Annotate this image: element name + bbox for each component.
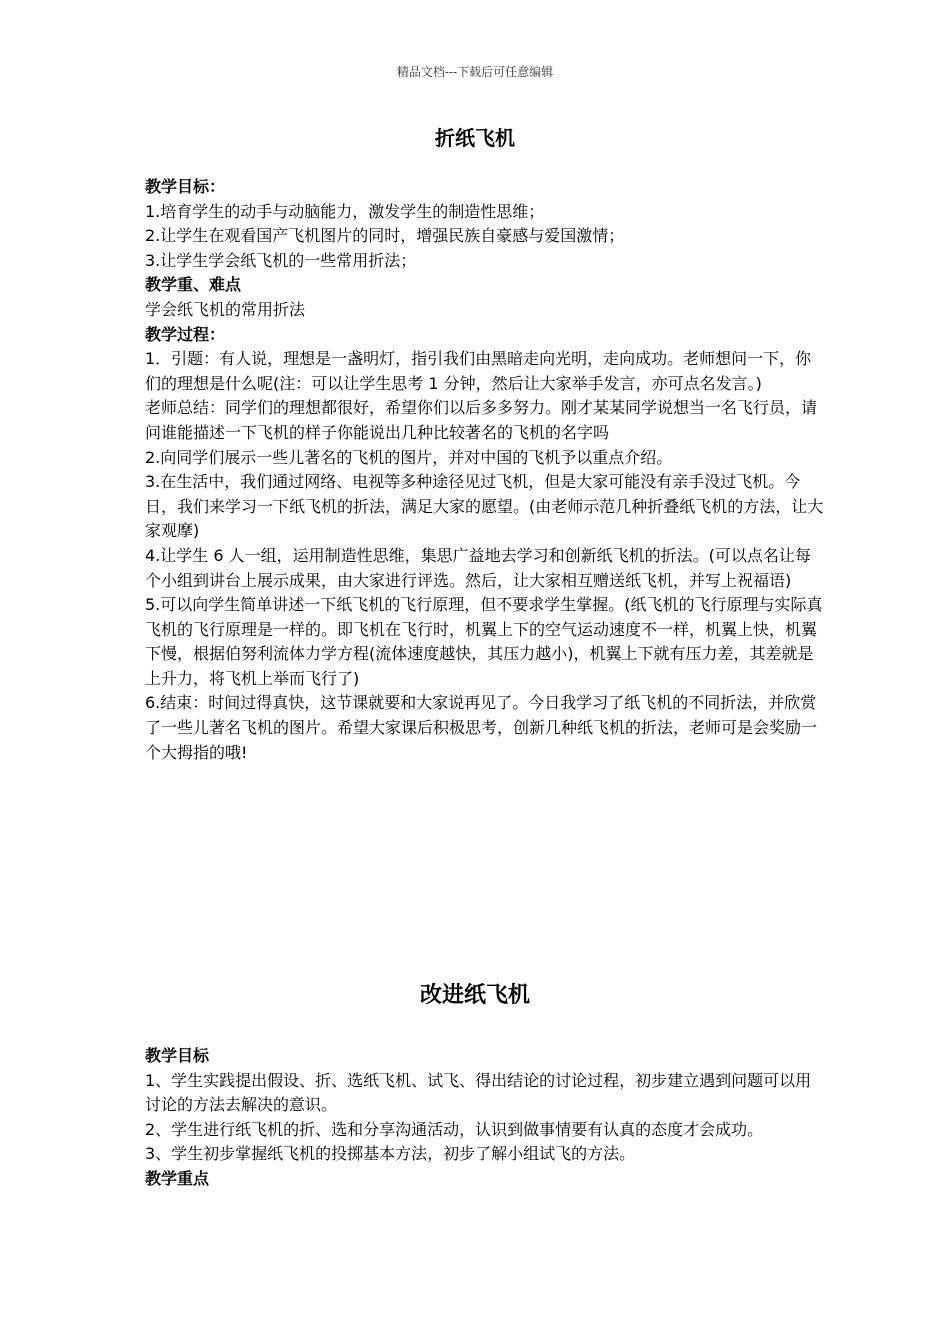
- doc1-process-1: 1．引题：有人说，理想是一盏明灯，指引我们由黑暗走向光明，走向成功。老师想问一下，你们的理想是什么呢(注：可以让学生思考 1 分钟，然后让大家举手发言，亦可点名发言。): [145, 349, 812, 393]
- doc1-heading-keypoints: 教学重、难点: [145, 275, 242, 295]
- doc2-heading-goals: 教学目标: [145, 1046, 210, 1065]
- doc1-heading-process: 教学过程：: [145, 324, 226, 344]
- doc1-teacher-summary: 老师总结：同学们的理想都很好，希望你们以后多多努力。刚才某某同学说想当一名飞行员，请问谁能描述一下飞机的样子你能说出几种比较著名的飞机的名字吗: [145, 398, 818, 442]
- doc2-body: [145, 1044, 825, 1192]
- doc2-heading-keypoints: 教学重点: [145, 1168, 210, 1188]
- doc1-goal-1: 1.培育学生的动手与动脑能力，激发学生的制造性思维；: [145, 201, 545, 221]
- doc1-keypoint: 学会纸飞机的常用折法: [145, 299, 306, 319]
- doc1-goal-2: 2.让学生在观看国产飞机图片的同时，增强民族自豪感与爱国激情；: [145, 226, 625, 246]
- doc1-process-5: 5.可以向学生简单讲述一下纸飞机的飞行原理，但不要求学生掌握。(纸飞机的飞行原理与实际真飞机的飞行原理是一样的。即飞机在飞行时，机翼上下的空气运动速度不一样，机翼上快，机翼下慢，根据伯努利流体力学方程(流体速度越快，其压力越小)，机翼上下就有压力差，其差就是上升力，将飞机上举而飞行了): [145, 595, 823, 688]
- doc2-title: 改进纸飞机: [419, 983, 530, 1008]
- doc1-body: [145, 175, 825, 765]
- doc1-process-6: 6.结束：时间过得真快，这节课就要和大家说再见了。今日我学习了纸飞机的不同折法，并欣赏了一些儿著名飞机的图片。希望大家课后积极思考，创新几种纸飞机的折法，老师可是会奖励一个大拇指的哦!: [145, 693, 818, 762]
- doc2-goal-2: 2、学生进行纸飞机的折、选和分享沟通活动，认识到做事情要有认真的态度才会成功。: [145, 1119, 764, 1139]
- header-note: 精品文档---下载后可任意编辑: [396, 65, 554, 79]
- doc1-goal-3: 3.让学生学会纸飞机的一些常用折法；: [145, 250, 417, 270]
- doc1-process-4: 4.让学生 6 人一组，运用制造性思维，集思广益地去学习和创新纸飞机的折法。(可以点名让每个小组到讲台上展示成果，由大家进行评选。然后，让大家相互赠送纸飞机，并写上祝福语): [145, 545, 811, 590]
- doc1-process-2: 2.向同学们展示一些儿著名的飞机的图片，并对中国的飞机予以重点介绍。: [145, 447, 673, 467]
- doc2-goal-1: 1、学生实践提出假设、折、选纸飞机、试飞、得出结论的讨论过程，初步建立遇到问题可以用讨论的方法去解决的意识。: [145, 1070, 812, 1115]
- doc2-goal-3: 3、学生初步掌握纸飞机的投掷基本方法，初步了解小组试飞的方法。: [145, 1144, 636, 1164]
- doc1-title: 折纸飞机: [435, 126, 515, 150]
- doc1-heading-goals: 教学目标：: [145, 177, 226, 196]
- doc1-process-3: 3.在生活中，我们通过网络、电视等多种途径见过飞机，但是大家可能没有亲手没过飞机。今日，我们来学习一下纸飞机的折法，满足大家的愿望。(由老师示范几种折叠纸飞机的方法，让大家观摩): [145, 472, 824, 541]
